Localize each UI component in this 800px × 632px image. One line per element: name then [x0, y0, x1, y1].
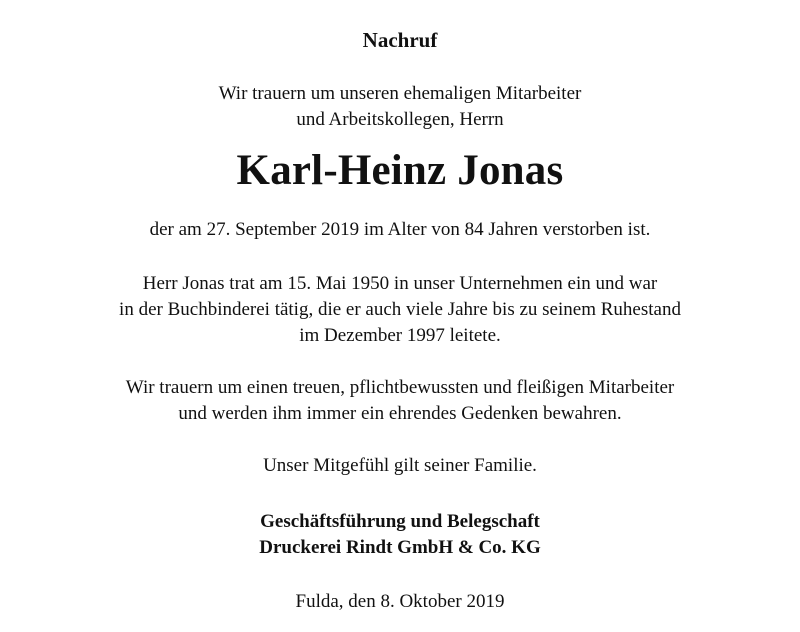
- deceased-name: Karl-Heinz Jonas: [236, 147, 564, 194]
- intro-line-1: Wir trauern um unseren ehemaligen Mitarbeiter: [218, 83, 582, 104]
- death-date-line: der am 27. September 2019 im Alter von 84 Jahren verstorben ist.: [149, 219, 651, 240]
- place-date-line: Fulda, den 8. Oktober 2019: [295, 591, 505, 612]
- signature-line-1: Geschäftsführung und Belegschaft: [260, 511, 540, 532]
- intro-line-2: und Arbeitskollegen, Herrn: [296, 109, 504, 130]
- condolence-line: Unser Mitgefühl gilt seiner Familie.: [263, 455, 537, 476]
- career-line-2: in der Buchbinderei tätig, die er auch viele Jahre bis zu seinem Ruhestand: [119, 299, 681, 320]
- tribute-line-1: Wir trauern um einen treuen, pflichtbewussten und fleißigen Mitarbeiter: [125, 377, 675, 398]
- notice-heading: Nachruf: [362, 28, 438, 52]
- tribute-line-2: und werden ihm immer ein ehrendes Gedenken bewahren.: [178, 403, 622, 424]
- signature-line-2: Druckerei Rindt GmbH & Co. KG: [259, 537, 541, 558]
- career-line-1: Herr Jonas trat am 15. Mai 1950 in unser Unternehmen ein und war: [142, 273, 658, 294]
- career-line-3: im Dezember 1997 leitete.: [299, 325, 501, 346]
